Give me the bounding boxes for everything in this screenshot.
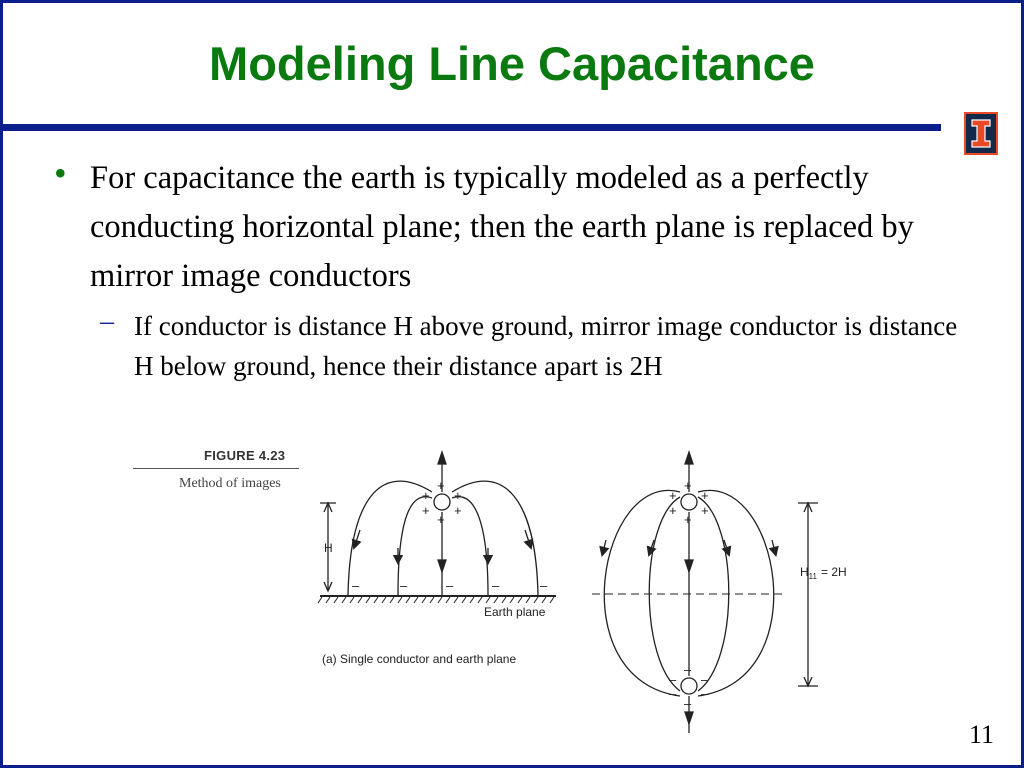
svg-text:+: + <box>684 478 692 493</box>
svg-text:+: + <box>701 488 709 503</box>
svg-text:–: – <box>540 578 548 593</box>
svg-text:–: – <box>352 578 360 593</box>
svg-text:+: + <box>454 488 462 503</box>
svg-text:+: + <box>422 488 430 503</box>
svg-text:–: – <box>446 578 454 593</box>
bullet-dot-icon: • <box>54 153 67 193</box>
figure-label: FIGURE 4.23 <box>204 448 286 463</box>
distance-subscript: 11 <box>808 572 817 581</box>
panel-a-caption: (a) Single conductor and earth plane <box>322 652 517 666</box>
conductor-circle-top <box>681 494 697 510</box>
main-bullet-text: For capacitance the earth is typically modeled as a perfectly conducting horizontal plane; then the earth plane is replaced by mirror image conductors <box>90 160 914 294</box>
slide-title: Modeling Line Capacitance <box>209 37 815 90</box>
svg-text:–: – <box>701 686 709 701</box>
svg-text:+: + <box>437 512 445 527</box>
left-panel-charges <box>352 478 548 593</box>
page-number: 11 <box>968 720 994 749</box>
svg-text:+: + <box>669 503 677 518</box>
svg-text:–: – <box>492 578 500 593</box>
svg-text:+: + <box>701 503 709 518</box>
distance-value: = 2H <box>820 565 847 579</box>
sub-bullet-text: If conductor is distance H above ground, mirror image conductor is distance H below ground, hence their distance apart is 2H <box>134 311 958 381</box>
height-label: H <box>324 541 333 555</box>
svg-text:–: – <box>684 696 692 711</box>
sub-bullet-dash-icon: – <box>100 306 114 337</box>
svg-text:H11= 2H <box>800 565 847 581</box>
svg-text:–: – <box>684 662 692 677</box>
svg-text:–: – <box>669 672 677 687</box>
svg-text:+: + <box>437 478 445 493</box>
svg-text:+: + <box>684 512 692 527</box>
svg-text:–: – <box>701 672 709 687</box>
svg-text:+: + <box>454 503 462 518</box>
svg-text:–: – <box>400 578 408 593</box>
conductor-circle <box>434 494 450 510</box>
distance-label: H <box>800 565 809 579</box>
image-conductor-circle <box>681 678 697 694</box>
svg-text:–: – <box>669 686 677 701</box>
svg-text:+: + <box>422 503 430 518</box>
earth-plane-label: Earth plane <box>484 605 546 619</box>
svg-text:+: + <box>669 488 677 503</box>
figure-caption: Method of images <box>179 476 281 491</box>
